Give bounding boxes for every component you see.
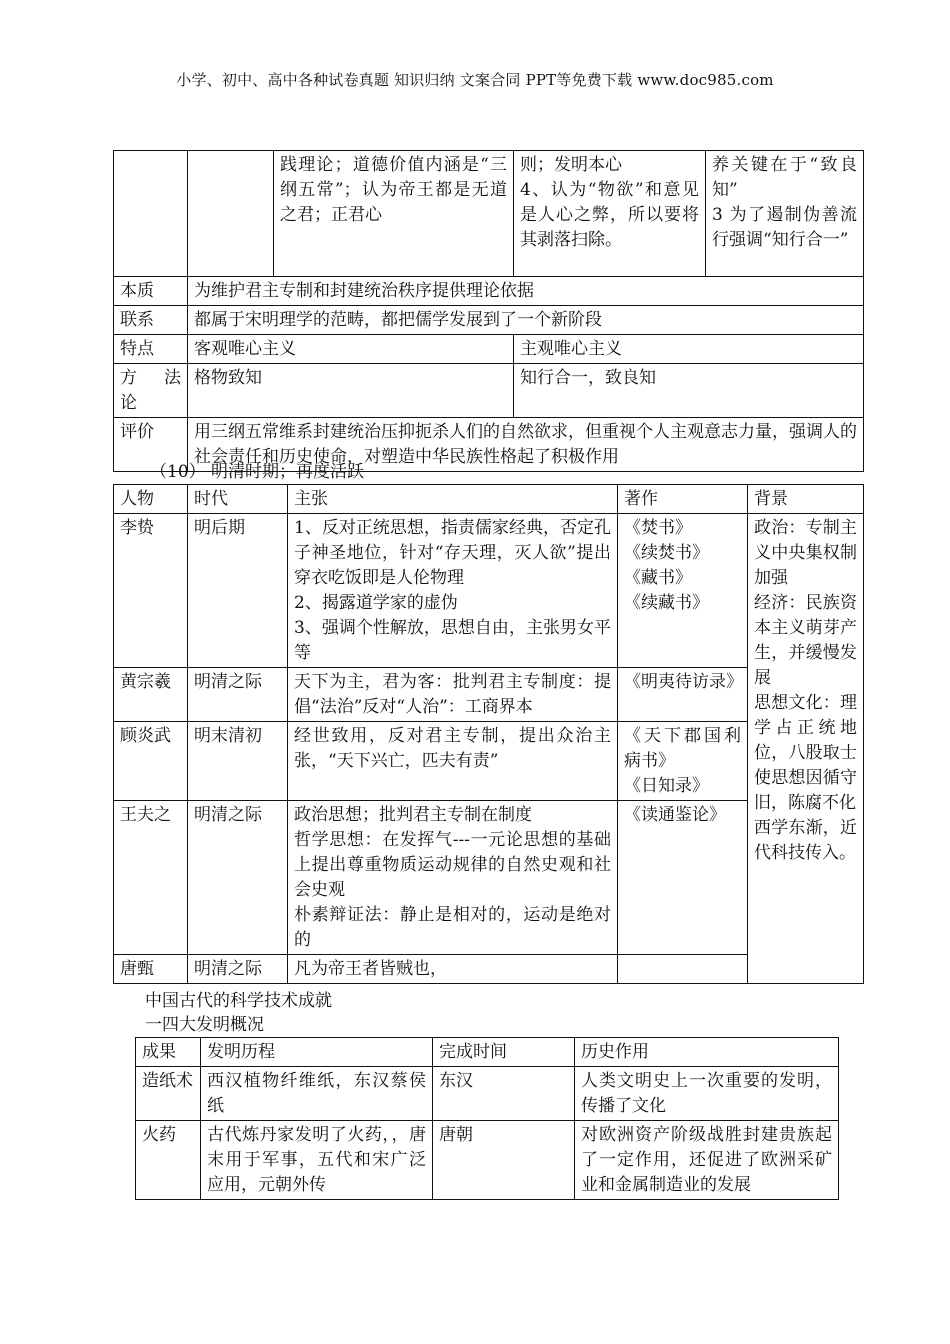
table-cell [114,151,188,277]
era-cell: 明清之际 [188,955,288,984]
claim-cell: 政治思想；批判君主专制在制度 哲学思想：在发挥气---一元论思想的基础上提出尊重物质运动规律的自然史观和社会史观 朴素辩证法：静止是相对的，运动是绝对的 [288,801,618,955]
row-label: 联系 [114,306,188,335]
table-row [114,277,864,306]
table-cell: 知行合一，致良知 [514,364,864,418]
neo-confucianism-table [113,150,864,472]
table-cell: 客观唯心主义 [188,335,514,364]
column-header: 发明历程 [201,1038,433,1067]
table-cell: 则；发明本心 4、认为“物欲”和意见是人心之弊，所以要将其剥落扫除。 [514,151,706,277]
table-row [114,364,864,418]
table-row [114,514,864,668]
claim-cell: 天下为主，君为客：批判君主专制度：提倡“法治”反对“人治”：工商界本 [288,668,618,722]
claim-cell: 凡为帝王者皆贼也， [288,955,618,984]
result-cell: 火药 [136,1121,201,1200]
table-row [136,1121,839,1200]
table-row [114,306,864,335]
page-header: 小学、初中、高中各种试卷真题 知识归纳 文案合同 PPT等免费下载 www.doc985.com [176,71,774,89]
effect-cell: 人类文明史上一次重要的发明，传播了文化 [575,1067,839,1121]
works-cell [618,955,748,984]
table-cell: 践理论；道德价值内涵是“三纲五常”；认为帝王都是无道之君；正君心 [274,151,514,277]
person-cell: 王夫之 [114,801,188,955]
section-10-title: （10） 明清时期；再度活跃 [150,462,365,482]
claim-cell: 1、反对正统思想，指责儒家经典，否定孔子神圣地位，针对“存天理，灭人欲”提出穿衣吃饭即是人伦物理 2、揭露道学家的虚伪 3、强调个性解放，思想自由，主张男女平等 [288,514,618,668]
person-cell: 唐甄 [114,955,188,984]
works-cell: 《读通鉴论》 [618,801,748,955]
table-cell: 为维护君主专制和封建统治秩序提供理论依据 [188,277,864,306]
table-row [114,335,864,364]
works-cell: 《天下郡国利病书》 《日知录》 [618,722,748,801]
table-cell: 用三纲五常维系封建统治压抑扼杀人们的自然欲求，但重视个人主观意志力量，强调人的社会责任和历史使命，对塑造中华民族性格起了积极作用 [188,418,864,472]
table-cell: 养关键在于“致良知” 3 为了遏制伪善流行强调“知行合一” [706,151,864,277]
column-header: 成果 [136,1038,201,1067]
time-cell: 东汉 [433,1067,575,1121]
column-header: 人物 [114,485,188,514]
science-section-title: 中国古代的科学技术成就 [145,991,332,1011]
works-cell: 《明夷待访录》 [618,668,748,722]
column-header: 历史作用 [575,1038,839,1067]
column-header: 著作 [618,485,748,514]
process-cell: 古代炼丹家发明了火药，，唐末用于军事，五代和宋广泛应用，元朝外传 [201,1121,433,1200]
era-cell: 明后期 [188,514,288,668]
works-cell: 《焚书》 《续焚书》 《藏书》 《续藏书》 [618,514,748,668]
era-cell: 明清之际 [188,668,288,722]
row-label: 方 法 论 [114,364,188,418]
row-label: 评价 [114,418,188,472]
table-row [136,1067,839,1121]
column-header: 背景 [748,485,864,514]
column-header: 时代 [188,485,288,514]
effect-cell: 对欧洲资产阶级战胜封建贵族起了一定作用，还促进了欧洲采矿业和金属制造业的发展 [575,1121,839,1200]
table-header-row [114,485,864,514]
table-cell: 主观唯心主义 [514,335,864,364]
inventions-section-title: 一四大发明概况 [145,1015,264,1035]
column-header: 完成时间 [433,1038,575,1067]
time-cell: 唐朝 [433,1121,575,1200]
table-cell [188,151,274,277]
background-cell: 政治：专制主义中央集权制加强 经济：民族资本主义萌芽产生，并缓慢发展 思想文化：理学占正统地位，八股取士使思想因循守旧，陈腐不化 西学东渐，近代科技传入。 [748,514,864,984]
row-label: 本质 [114,277,188,306]
era-cell: 明末清初 [188,722,288,801]
four-inventions-table [135,1037,839,1200]
table-header-row [136,1038,839,1067]
person-cell: 顾炎武 [114,722,188,801]
row-label: 特点 [114,335,188,364]
person-cell: 黄宗羲 [114,668,188,722]
claim-cell: 经世致用，反对君主专制，提出众治主张，“天下兴亡，匹夫有责” [288,722,618,801]
table-cell: 格物致知 [188,364,514,418]
era-cell: 明清之际 [188,801,288,955]
process-cell: 西汉植物纤维纸，东汉蔡侯纸 [201,1067,433,1121]
table-row [114,151,864,277]
table-cell: 都属于宋明理学的范畴，都把儒学发展到了一个新阶段 [188,306,864,335]
result-cell: 造纸术 [136,1067,201,1121]
column-header: 主张 [288,485,618,514]
ming-qing-thinkers-table [113,484,864,984]
person-cell: 李贽 [114,514,188,668]
